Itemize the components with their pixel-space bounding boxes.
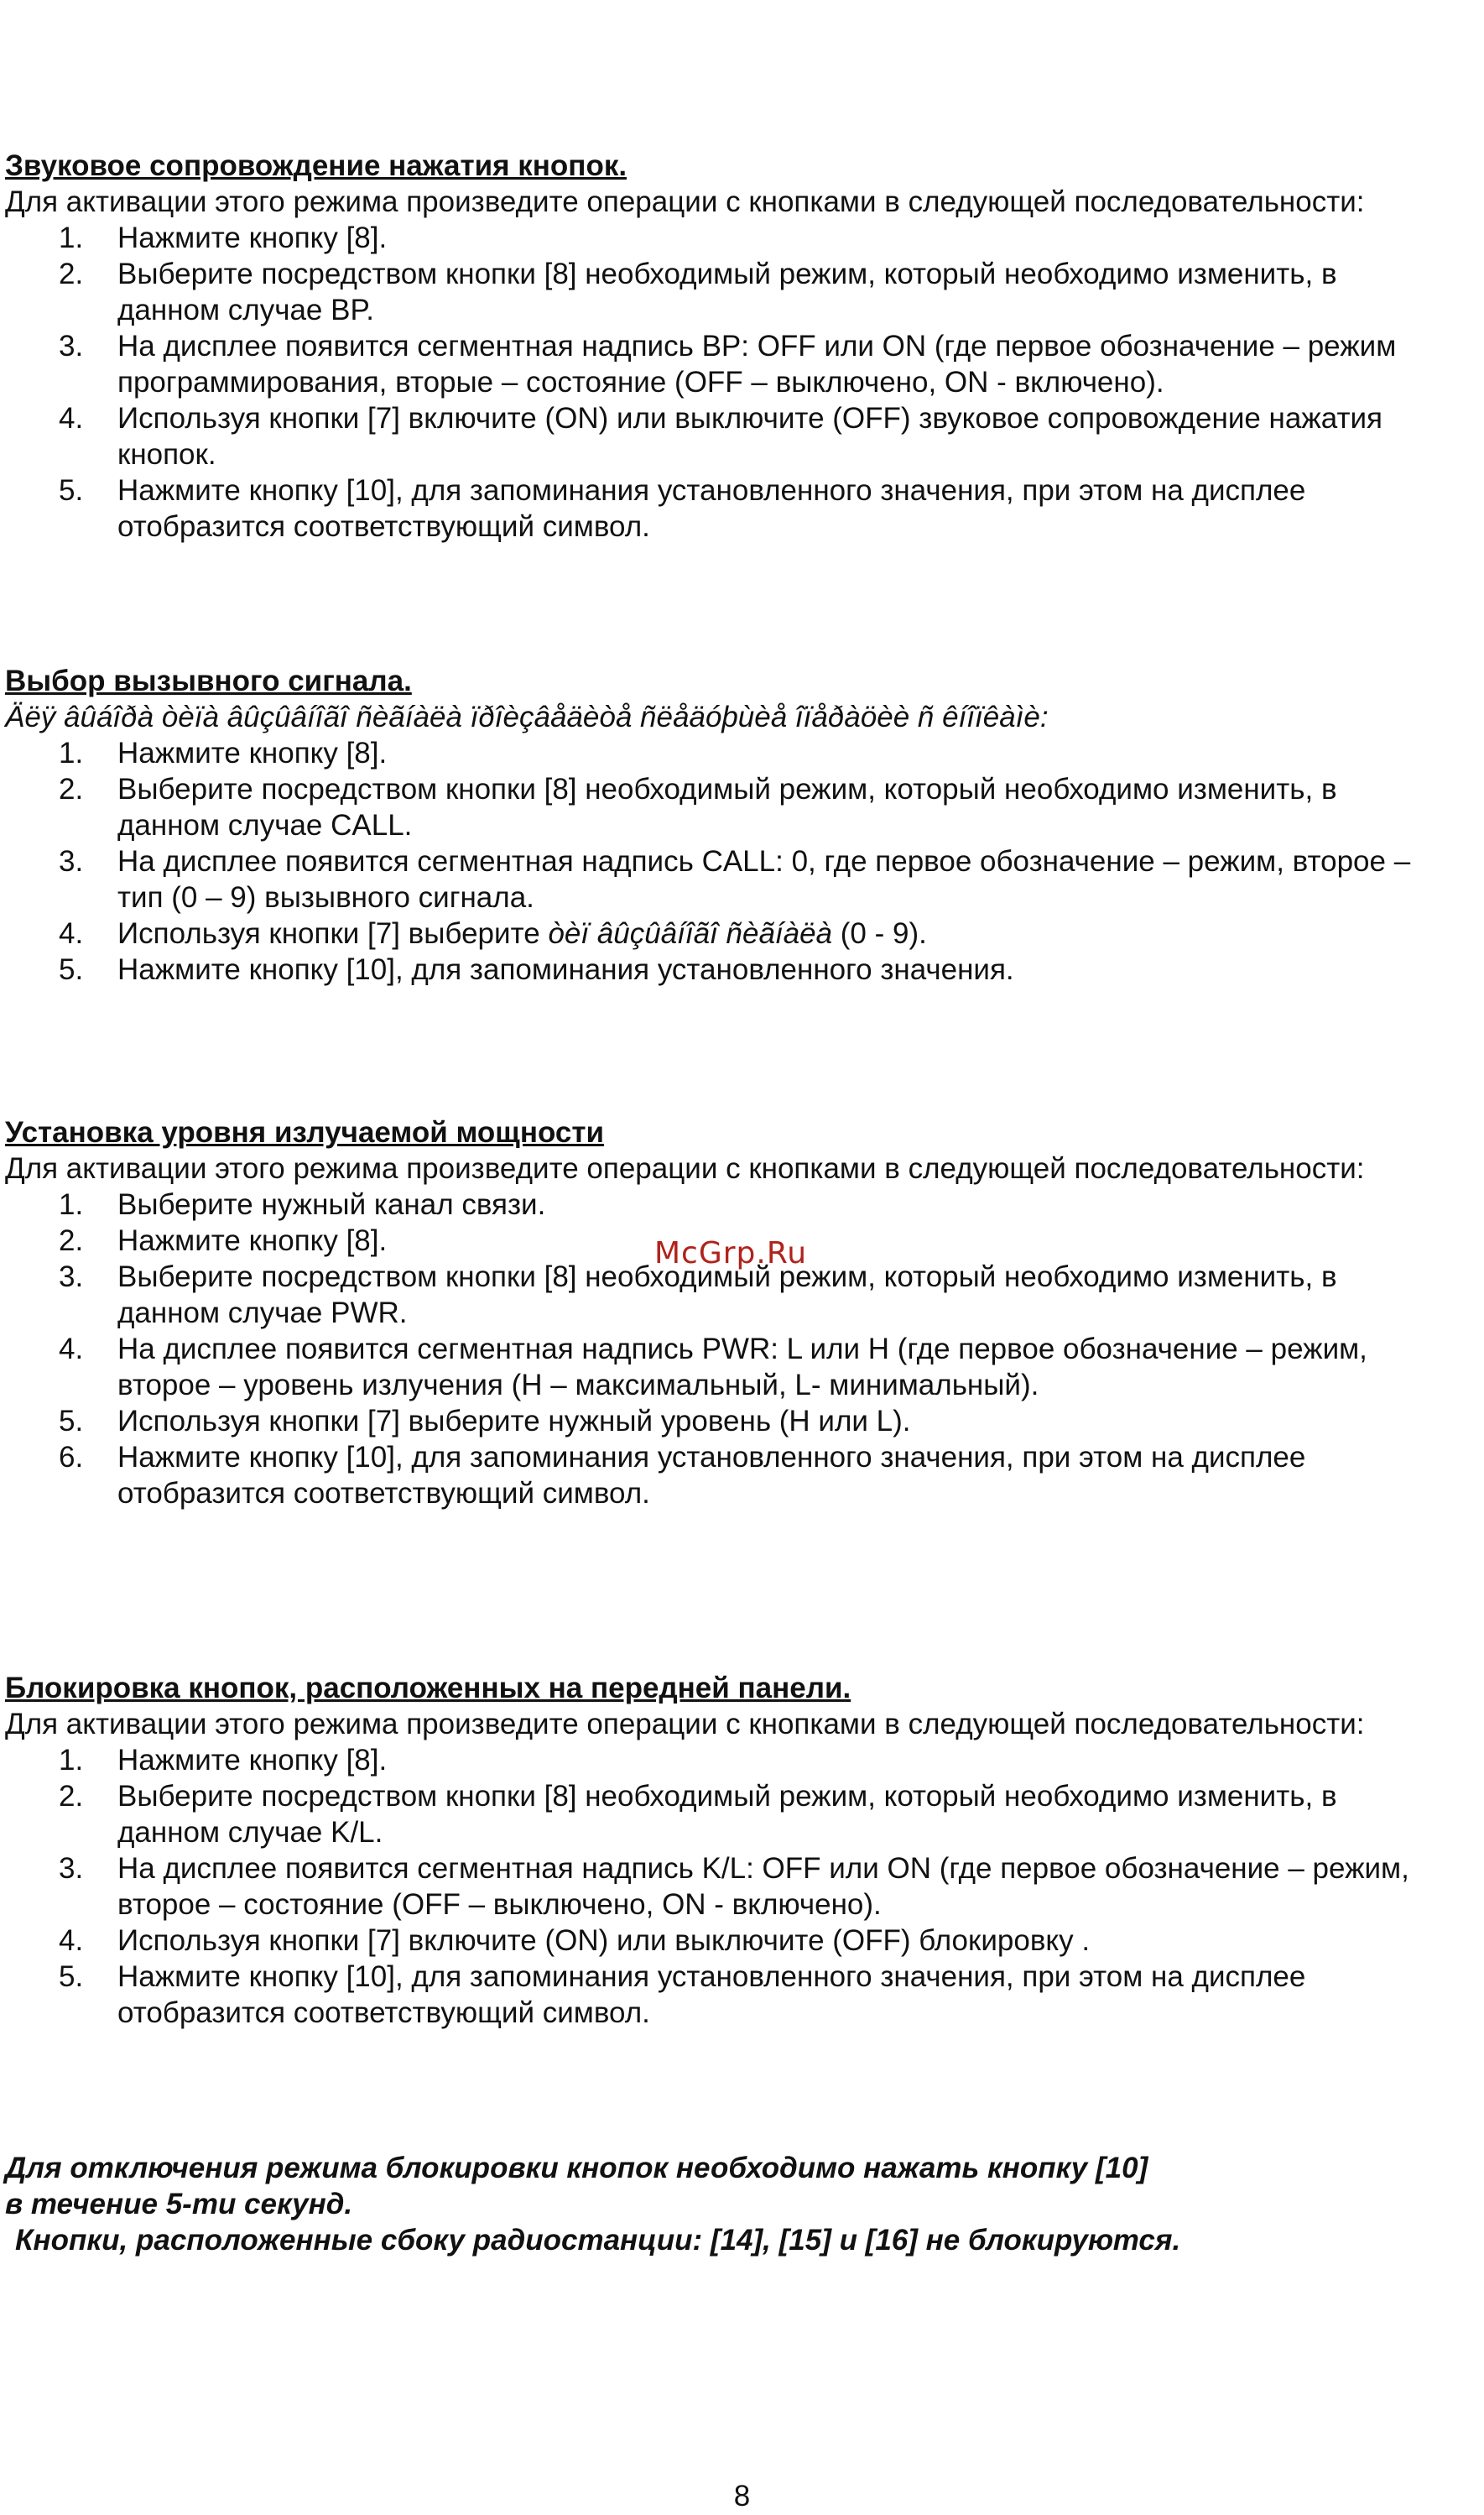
step-number: 5. <box>59 953 84 986</box>
list-item <box>5 1959 1443 2031</box>
step-text: Нажмите кнопку [8]. <box>117 222 388 254</box>
step-text: Нажмите кнопку [8]. <box>117 1224 388 1257</box>
step-number: 4. <box>59 1924 84 1957</box>
list-item <box>5 735 1443 771</box>
steps-list <box>5 735 1473 988</box>
list-item <box>5 256 1443 328</box>
list-item <box>5 1331 1443 1403</box>
step-number: 1. <box>59 1744 84 1777</box>
section-intro: Для активации этого режима произведите операции с кнопками в следующей последовательности: <box>5 1152 1365 1185</box>
list-item <box>5 771 1443 843</box>
section-intro: Для активации этого режима произведите операции с кнопками в следующей последовательности: <box>5 1708 1365 1740</box>
list-item <box>5 400 1443 472</box>
list-item <box>5 1778 1443 1850</box>
step-number: 1. <box>59 737 84 770</box>
step-text: Выберите посредством кнопки [8] необходимый режим, который необходимо изменить, в данном случае BP. <box>117 258 1337 326</box>
section-intro: Äëÿ âûáîðà òèïà âûçûâíîãî ñèãíàëà ïðîèçâåäèòå ñëåäóþùèå îïåðàöèè ñ êíîïêàìè: <box>5 701 1049 733</box>
step-text-garbled: òèï âûçûâíîãî ñèãíàëà <box>548 917 833 950</box>
section-intro: Для активации этого режима произведите операции с кнопками в следующей последовательности: <box>5 185 1365 218</box>
step-number: 3. <box>59 1852 84 1885</box>
list-item <box>5 1850 1443 1923</box>
step-text: Нажмите кнопку [10], для запоминания установленного значения, при этом на дисплее отобразится соответствующий символ. <box>117 1441 1306 1510</box>
note-line: в течение 5-ти секунд. <box>5 2188 353 2220</box>
section-power-level <box>5 1114 1473 1511</box>
section-heading: Установка уровня излучаемой мощности <box>5 1116 604 1149</box>
step-number: 4. <box>59 402 84 435</box>
step-number: 3. <box>59 1260 84 1293</box>
list-item <box>5 1187 1443 1223</box>
step-number: 3. <box>59 845 84 878</box>
step-number: 4. <box>59 1333 84 1365</box>
section-key-lock <box>5 1670 1473 2031</box>
list-item <box>5 1439 1443 1511</box>
step-text: Используя кнопки [7] включите (ON) или выключите (OFF) блокировку . <box>117 1924 1091 1957</box>
step-number: 2. <box>59 258 84 290</box>
step-number: 3. <box>59 330 84 363</box>
step-number: 4. <box>59 917 84 950</box>
step-number: 1. <box>59 222 84 254</box>
step-text: Используя кнопки [7] включите (ON) или выключите (OFF) звуковое сопровождение нажатия кнопок. <box>117 402 1382 471</box>
step-number: 2. <box>59 773 84 806</box>
section-heading: Выбор вызывного сигнала. <box>5 665 412 697</box>
step-number: 2. <box>59 1780 84 1813</box>
list-item <box>5 916 1443 952</box>
list-item <box>5 843 1443 916</box>
step-text: Используя кнопки [7] выберите <box>117 917 549 950</box>
step-text: Выберите посредством кнопки [8] необходимый режим, который необходимо изменить, в данном случае K/L. <box>117 1780 1337 1849</box>
step-text: Нажмите кнопку [8]. <box>117 1744 388 1777</box>
step-number: 5. <box>59 1405 84 1438</box>
step-number: 1. <box>59 1188 84 1221</box>
list-item <box>5 472 1443 545</box>
step-text-after: (0 - 9). <box>832 917 927 950</box>
step-text: Используя кнопки [7] выберите нужный уровень (H или L). <box>117 1405 911 1438</box>
step-text: Нажмите кнопку [10], для запоминания установленного значения, при этом на дисплее отобразится соответствующий символ. <box>117 1960 1306 2029</box>
section-heading: Звуковое сопровождение нажатия кнопок. <box>5 149 627 182</box>
list-item <box>5 952 1443 988</box>
step-text: Нажмите кнопку [10], для запоминания установленного значения. <box>117 953 1014 986</box>
section-call-signal <box>5 663 1473 988</box>
list-item <box>5 1923 1443 1959</box>
step-text: На дисплее появится сегментная надпись BP: OFF или ON (где первое обозначение – режим программирования, вторые – состояние (OFF – выключено, ON - включено). <box>117 330 1397 399</box>
list-item <box>5 220 1443 256</box>
step-number: 6. <box>59 1441 84 1474</box>
section-button-sound <box>5 148 1473 545</box>
step-text: На дисплее появится сегментная надпись CALL: 0, где первое обозначение – режим, второе – тип (0 – 9) вызывного сигнала. <box>117 845 1411 914</box>
step-text: Нажмите кнопку [10], для запоминания установленного значения, при этом на дисплее отобразится соответствующий символ. <box>117 474 1306 543</box>
step-number: 2. <box>59 1224 84 1257</box>
step-text: На дисплее появится сегментная надпись PWR: L или H (где первое обозначение – режим, второе – уровень излучения (H – максимальный, L- минимальный). <box>117 1333 1367 1401</box>
section-heading: Блокировка кнопок, расположенных на передней панели. <box>5 1672 851 1704</box>
note-line: Кнопки, расположенные сбоку радиостанции: [14], [15] и [16] не блокируются. <box>15 2224 1181 2257</box>
step-text: Нажмите кнопку [8]. <box>117 737 388 770</box>
list-item <box>5 1742 1443 1778</box>
list-item <box>5 1403 1443 1439</box>
lock-release-note <box>5 2150 1465 2258</box>
step-text: Выберите посредством кнопки [8] необходимый режим, который необходимо изменить, в данном случае PWR. <box>117 1260 1337 1329</box>
step-number: 5. <box>59 1960 84 1993</box>
watermark: McGrp.Ru <box>654 1236 808 1271</box>
steps-list <box>5 1742 1473 2031</box>
note-line: Для отключения режима блокировки кнопок необходимо нажать кнопку [10] <box>5 2152 1148 2184</box>
step-text: На дисплее появится сегментная надпись K/L: OFF или ON (где первое обозначение – режим, второе – состояние (OFF – выключено, ON - включено). <box>117 1852 1409 1921</box>
page-number: 8 <box>733 2480 751 2512</box>
steps-list <box>5 220 1473 545</box>
step-text: Выберите посредством кнопки [8] необходимый режим, который необходимо изменить, в данном случае CALL. <box>117 773 1337 842</box>
step-number: 5. <box>59 474 84 507</box>
step-text: Выберите нужный канал связи. <box>117 1188 546 1221</box>
list-item <box>5 328 1443 400</box>
